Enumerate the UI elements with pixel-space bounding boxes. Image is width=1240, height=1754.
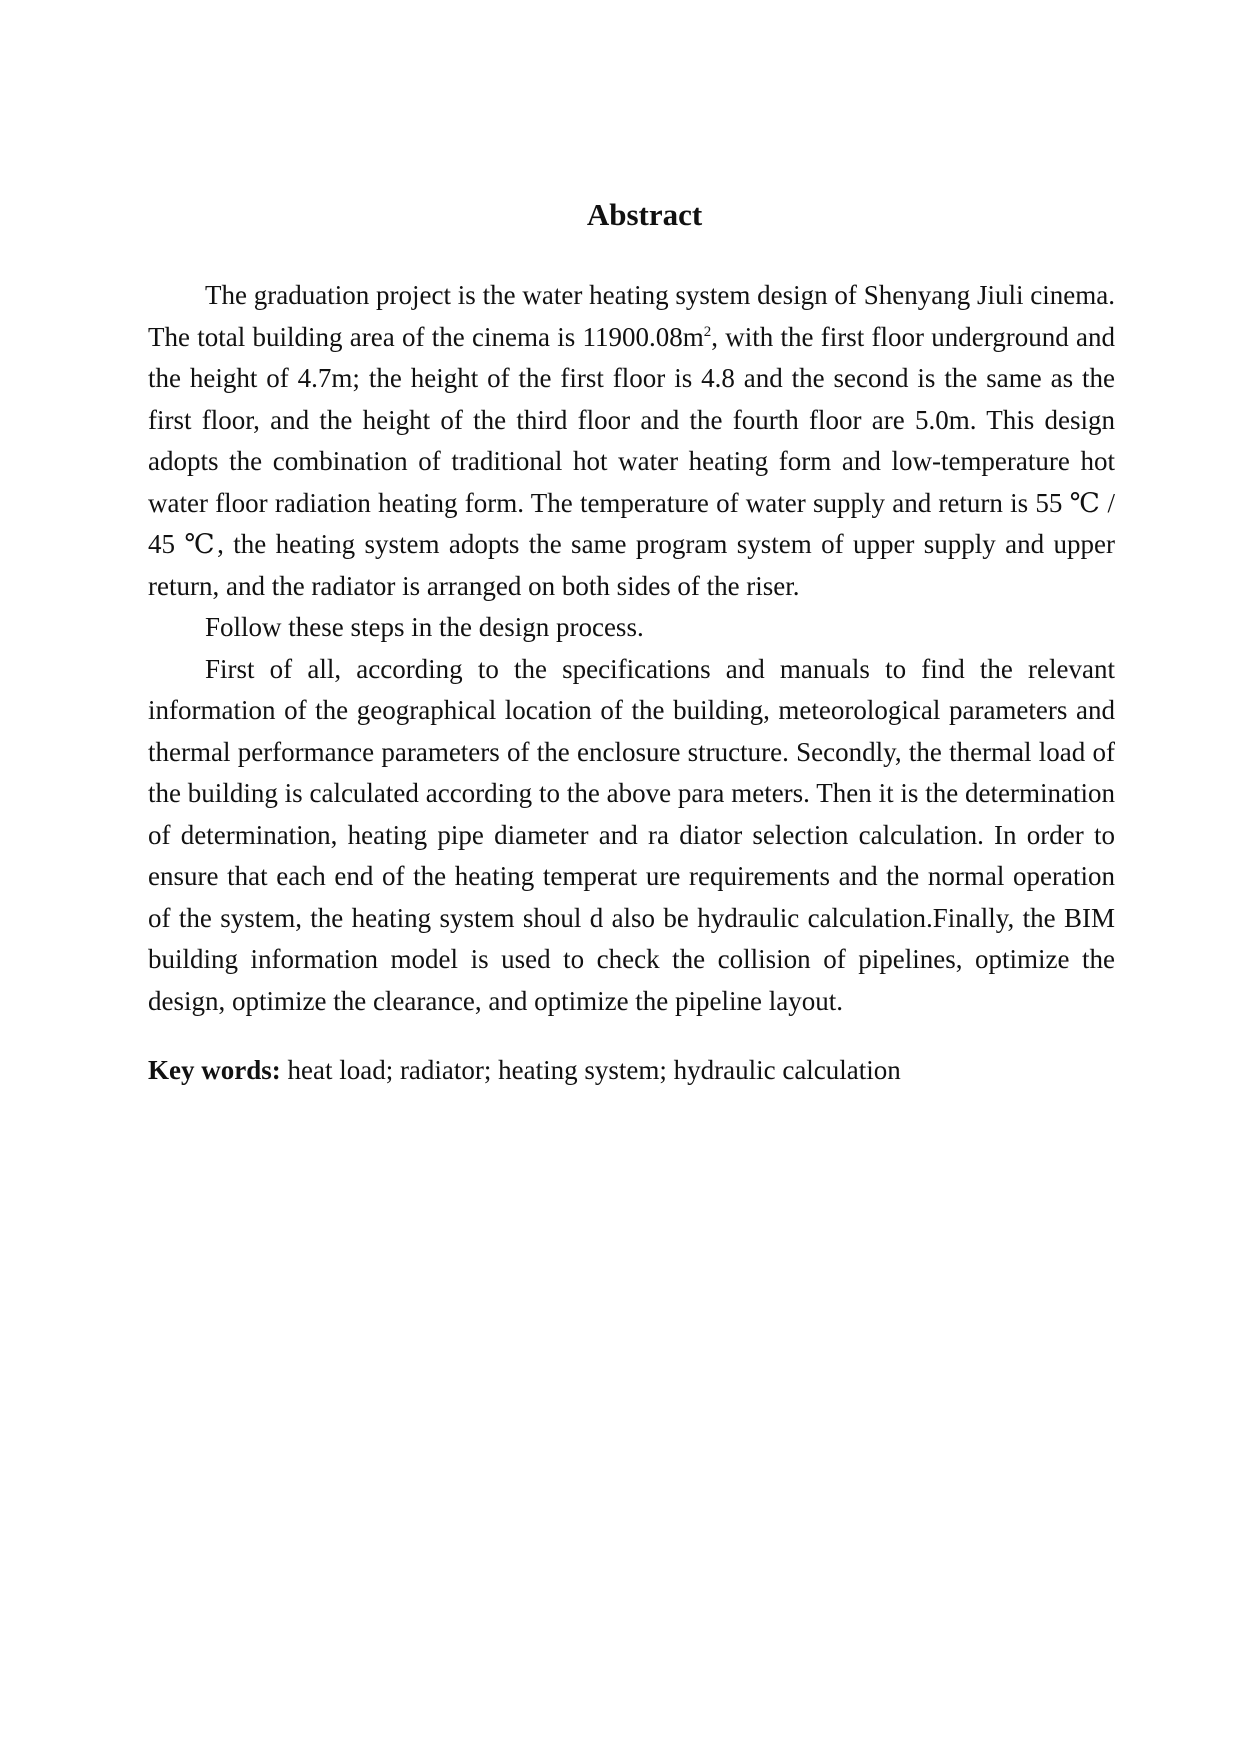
keywords-line <box>148 1050 1115 1092</box>
area-superscript: 2 <box>703 323 712 340</box>
abstract-paragraph-1 <box>148 275 1115 607</box>
paragraph-1-text-a: The graduation project is the water heating system design of Shenyang Jiuli cinema. The total building area of the cinema is 11900.08m <box>148 280 1115 352</box>
keywords-value: heat load; radiator; heating system; hydraulic calculation <box>280 1055 901 1086</box>
abstract-title: Abstract <box>586 197 703 232</box>
keywords-label: Key words: <box>148 1055 281 1086</box>
abstract-paragraph-2: Follow these steps in the design process. <box>205 612 644 643</box>
abstract-paragraph-3: First of all, according to the specifications and manuals to find the relevant information of the geographical location of the building, meteorological parameters and thermal performance parameters of the enclosure structure. Secondly, the thermal load of the building is calculated according to the above para meters. Then it is the determination of determination, heating pipe diameter and ra diator selection calculation. In order to ensure that each end of the heating temperat ure requirements and the normal operation of the system, the heating system shoul d also be hydraulic calculation.Finally, the BIM building information model is used to check the collision of pipelines, optimize the design, optimize the clearance, and optimize the pipeline layout. <box>148 653 1115 1016</box>
abstract-section <box>148 196 1115 1092</box>
paragraph-1-text-b: , with the first floor underground and the height of 4.7m; the height of the first floor is 4.8 and the second is the same as the first floor, and the height of the third floor and the fourth floor are 5.0m. This design adopts the combination of traditional hot water heating form and low-temperature hot water floor radiation heating form. The temperature of water supply and return is 55 ℃ / 45 ℃, the heating system adopts the same program system of upper supply and upper return, and the radiator is arranged on both sides of the riser. <box>148 321 1115 601</box>
